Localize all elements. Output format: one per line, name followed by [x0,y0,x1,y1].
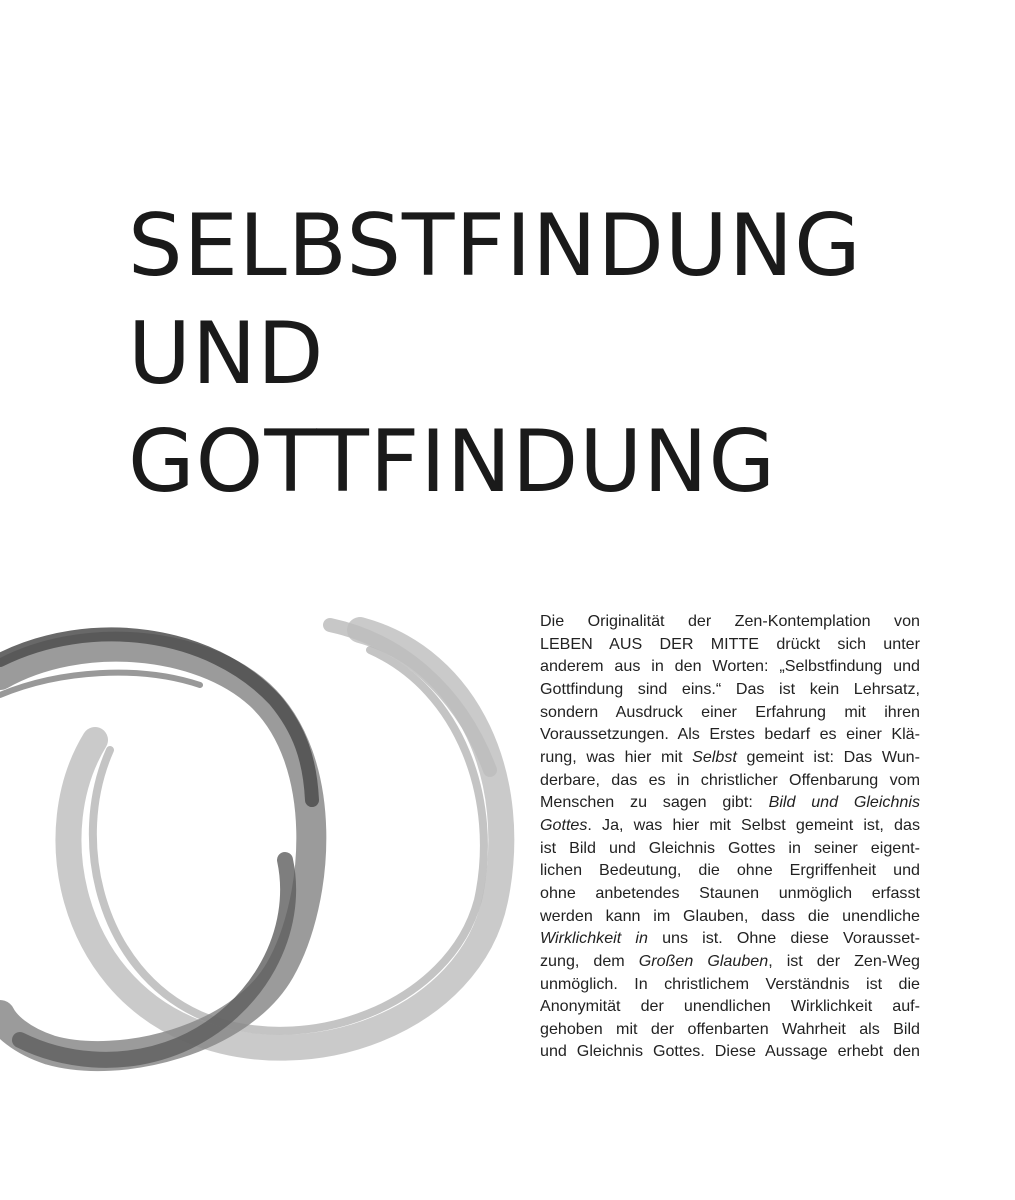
text-line: Anonymität der unendlichen Wirklichkeit auf- [540,997,920,1016]
body-paragraph [540,610,920,1063]
emphasis-gottes: Gottes [540,815,588,834]
text-line: LEBEN AUS DER MITTE drückt sich unter [540,634,920,653]
enso-left-stroke [0,647,311,1056]
title-line-1: SELBSTFINDUNG [128,196,862,296]
text-run: zung, dem [540,951,639,970]
text-line: Die Originalität der Zen-Kontemplation von [540,612,920,630]
emphasis-grossen-glauben: Großen Glauben [638,951,769,970]
text-run: . Ja, was hier mit Selbst gemeint ist, das [587,815,920,834]
text-line: Voraussetzungen. Als Erstes bedarf es einer Klä- [540,725,920,744]
title-line-3: GOTTFINDUNG [128,412,777,512]
page-title [128,192,862,516]
text-line: ist Bild und Gleichnis Gottes in seiner eigent- [540,838,920,857]
text-line [540,950,920,973]
emphasis-wirklichkeit: Wirklichkeit in [540,929,648,948]
text-line: derbare, das es in christlicher Offenbarung vom [540,770,920,789]
text-line: sondern Ausdruck einer Erfahrung mit ihren [540,702,920,721]
text-line: anderem aus in den Worten: „Selbstfindung und [540,657,920,676]
text-line [540,746,920,769]
text-run: uns ist. Ohne diese Vorausset- [647,929,920,948]
text-run: , ist der Zen-Weg [768,951,920,970]
text-line: unmöglich. In christlichem Verständnis ist die [540,974,920,993]
text-line: und Gleichnis Gottes. Diese Aussage erhebt den [540,1042,920,1061]
text-line [540,814,920,837]
emphasis-bild-gleichnis: Bild und Gleichnis [768,793,921,812]
emphasis-selbst: Selbst [692,747,737,766]
text-line [540,927,920,950]
enso-circles-illustration [0,600,520,1100]
text-line [540,791,920,814]
text-run: Menschen zu sagen gibt: [540,793,769,812]
text-run: rung, was hier mit [540,747,693,766]
text-line: lichen Bedeutung, die ohne Ergriffenheit und [540,861,920,880]
text-run: gemeint ist: Das Wun- [736,747,920,766]
text-line: ohne anbetendes Staunen unmöglich erfasst [540,883,920,902]
text-line: Gottfindung sind eins.“ Das ist kein Lehrsatz, [540,679,920,698]
text-line: werden kann im Glauben, dass die unendliche [540,906,920,925]
title-line-2: UND [128,304,325,404]
text-line: gehoben mit der offenbarten Wahrheit als Bild [540,1019,920,1038]
